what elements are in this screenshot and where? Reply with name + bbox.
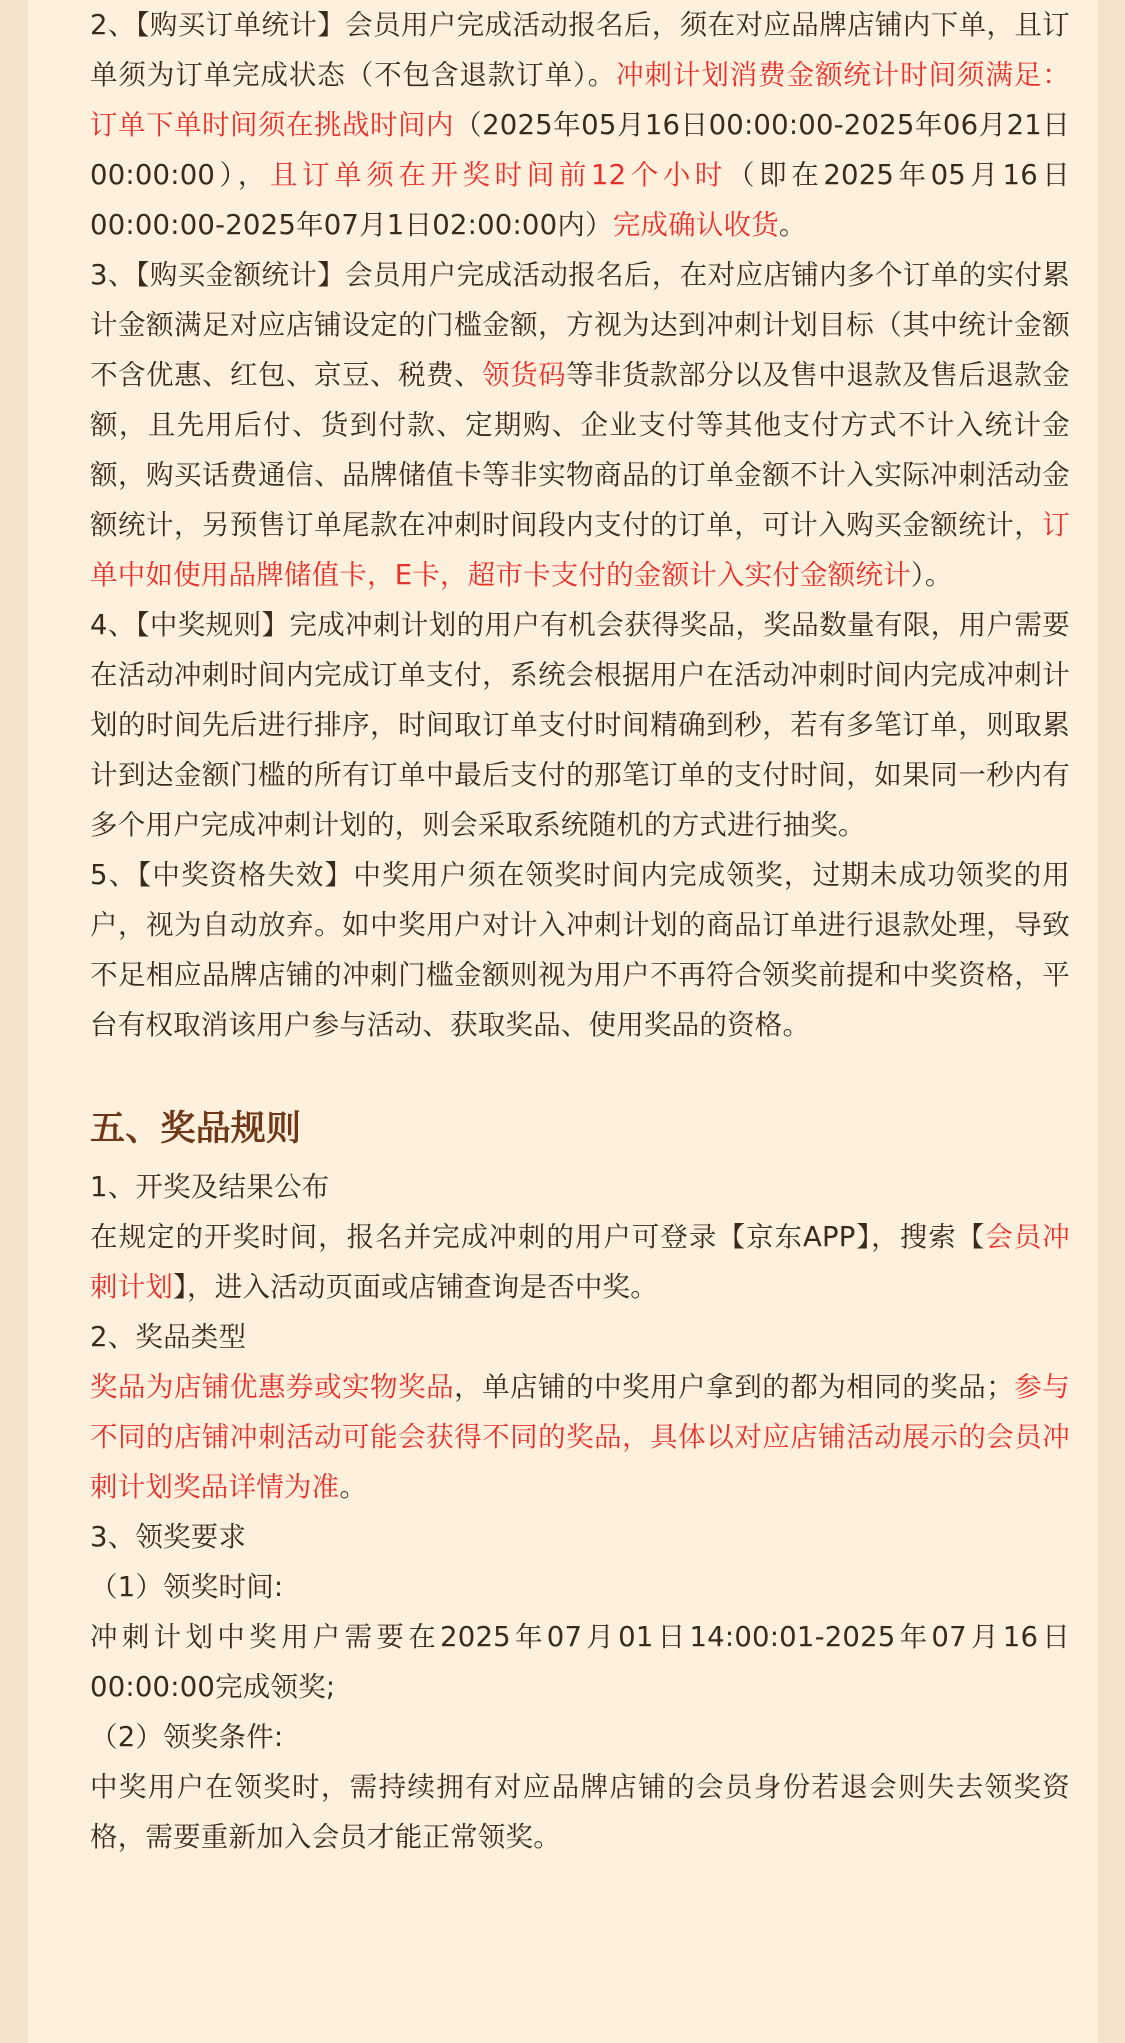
section-title: 五、奖品规则: [90, 1109, 302, 1149]
rule-item-5: 5、【中奖资格失效】中奖用户须在领奖时间内完成领奖，过期未成功领奖的用户，视为自动放弃。如中奖用户对计入冲刺计划的商品订单进行退款处理，导致不足相应品牌店铺的冲刺门槛金额则视为用户不再符合领奖前提和中奖资格，平台有权取消该用户参与活动、获取奖品、使用奖品的资格。: [90, 859, 1070, 1041]
claim-condition-label: （2）领奖条件:: [90, 1721, 284, 1753]
subsection-title-claim: 3、领奖要求: [90, 1521, 247, 1553]
rule-highlight: 领货码: [482, 359, 567, 391]
rule-text: ）。: [910, 559, 953, 591]
prize-type-text: [90, 1362, 1070, 1512]
claim-time-label: （1）领奖时间:: [90, 1571, 284, 1603]
rules-card: [28, 0, 1098, 2043]
rule-text: （即在2025年05月16日00:00:00-2025年07月1日02:00:00内）: [90, 159, 1070, 241]
rules-content: [90, 0, 1070, 1862]
rule-highlight: 奖品为店铺优惠券或实物奖品: [90, 1371, 455, 1403]
rule-text: 等非货款部分以及售中退款及售后退款金额，且先用后付、货到付款、定期购、企业支付等其他支付方式不计入统计金额，购买话费通信、品牌储值卡等非实物商品的订单金额不计入实际冲刺活动金额统计，另预售订单尾款在冲刺时间段内支付的订单，可计入购买金额统计，: [90, 359, 1070, 541]
rule-text: ，单店铺的中奖用户拿到的都为相同的奖品；: [454, 1371, 1014, 1403]
rule-text: 】，进入活动页面或店铺查询是否中奖。: [173, 1271, 658, 1303]
draw-result-text: [90, 1212, 1070, 1312]
rule-item-4: 4、【中奖规则】完成冲刺计划的用户有机会获得奖品，奖品数量有限，用户需要在活动冲刺时间内完成订单支付，系统会根据用户在活动冲刺时间内完成冲刺计划的时间先后进行排序，时间取订单支付时间精确到秒，若有多笔订单，则取累计到达金额门槛的所有订单中最后支付的那笔订单的支付时间，如果同一秒内有多个用户完成冲刺计划的，则会采取系统随机的方式进行抽奖。: [90, 609, 1070, 841]
rule-text: 3、【购买金额统计】会员用户完成活动报名后，在对应店铺内多个订单的实付累计金额满足对应店铺设定的门槛金额，方视为达到冲刺计划目标（其中统计金额不含优惠、红包、京豆、税费、: [90, 259, 1070, 391]
rule-highlight: 且订单须在开奖时间前12个小时: [269, 159, 728, 191]
rule-text: 。: [339, 1471, 368, 1503]
rule-item-3: [90, 250, 1070, 600]
claim-time-text: 冲刺计划中奖用户需要在2025年07月01日14:00:01-2025年07月16日00:00:00完成领奖;: [90, 1621, 1070, 1703]
rule-highlight: 完成确认收货: [612, 209, 779, 241]
rule-highlight: 参与不同的店铺冲刺活动可能会获得不同的奖品，具体以对应店铺活动展示的会员冲刺计划奖品详情为准: [90, 1371, 1070, 1503]
rule-text: 。: [778, 209, 807, 241]
rule-text: （2025年05月16日00:00:00-2025年06月21日00:00:00），: [90, 109, 1070, 191]
rule-highlight: 订单中如使用品牌储值卡，E卡，超市卡支付的金额计入实付金额统计: [90, 509, 1070, 591]
rule-text: 2、【购买订单统计】会员用户完成活动报名后，须在对应品牌店铺内下单，且订单须为订单完成状态（不包含退款订单）。: [90, 9, 1070, 91]
search-keyword-highlight: 会员冲刺计划: [90, 1221, 1070, 1303]
rule-text: 在规定的开奖时间，报名并完成冲刺的用户可登录【京东APP】，搜索【: [90, 1221, 986, 1253]
rule-highlight: 冲刺计划消费金额统计时间须满足：订单下单时间须在挑战时间内: [90, 59, 1070, 141]
subsection-title-prize-type: 2、奖品类型: [90, 1321, 247, 1353]
claim-condition-text: 中奖用户在领奖时，需持续拥有对应品牌店铺的会员身份若退会则失去领奖资格，需要重新加入会员才能正常领奖。: [90, 1771, 1070, 1853]
subsection-title-draw: 1、开奖及结果公布: [90, 1171, 330, 1203]
rule-item-2: [90, 0, 1070, 250]
